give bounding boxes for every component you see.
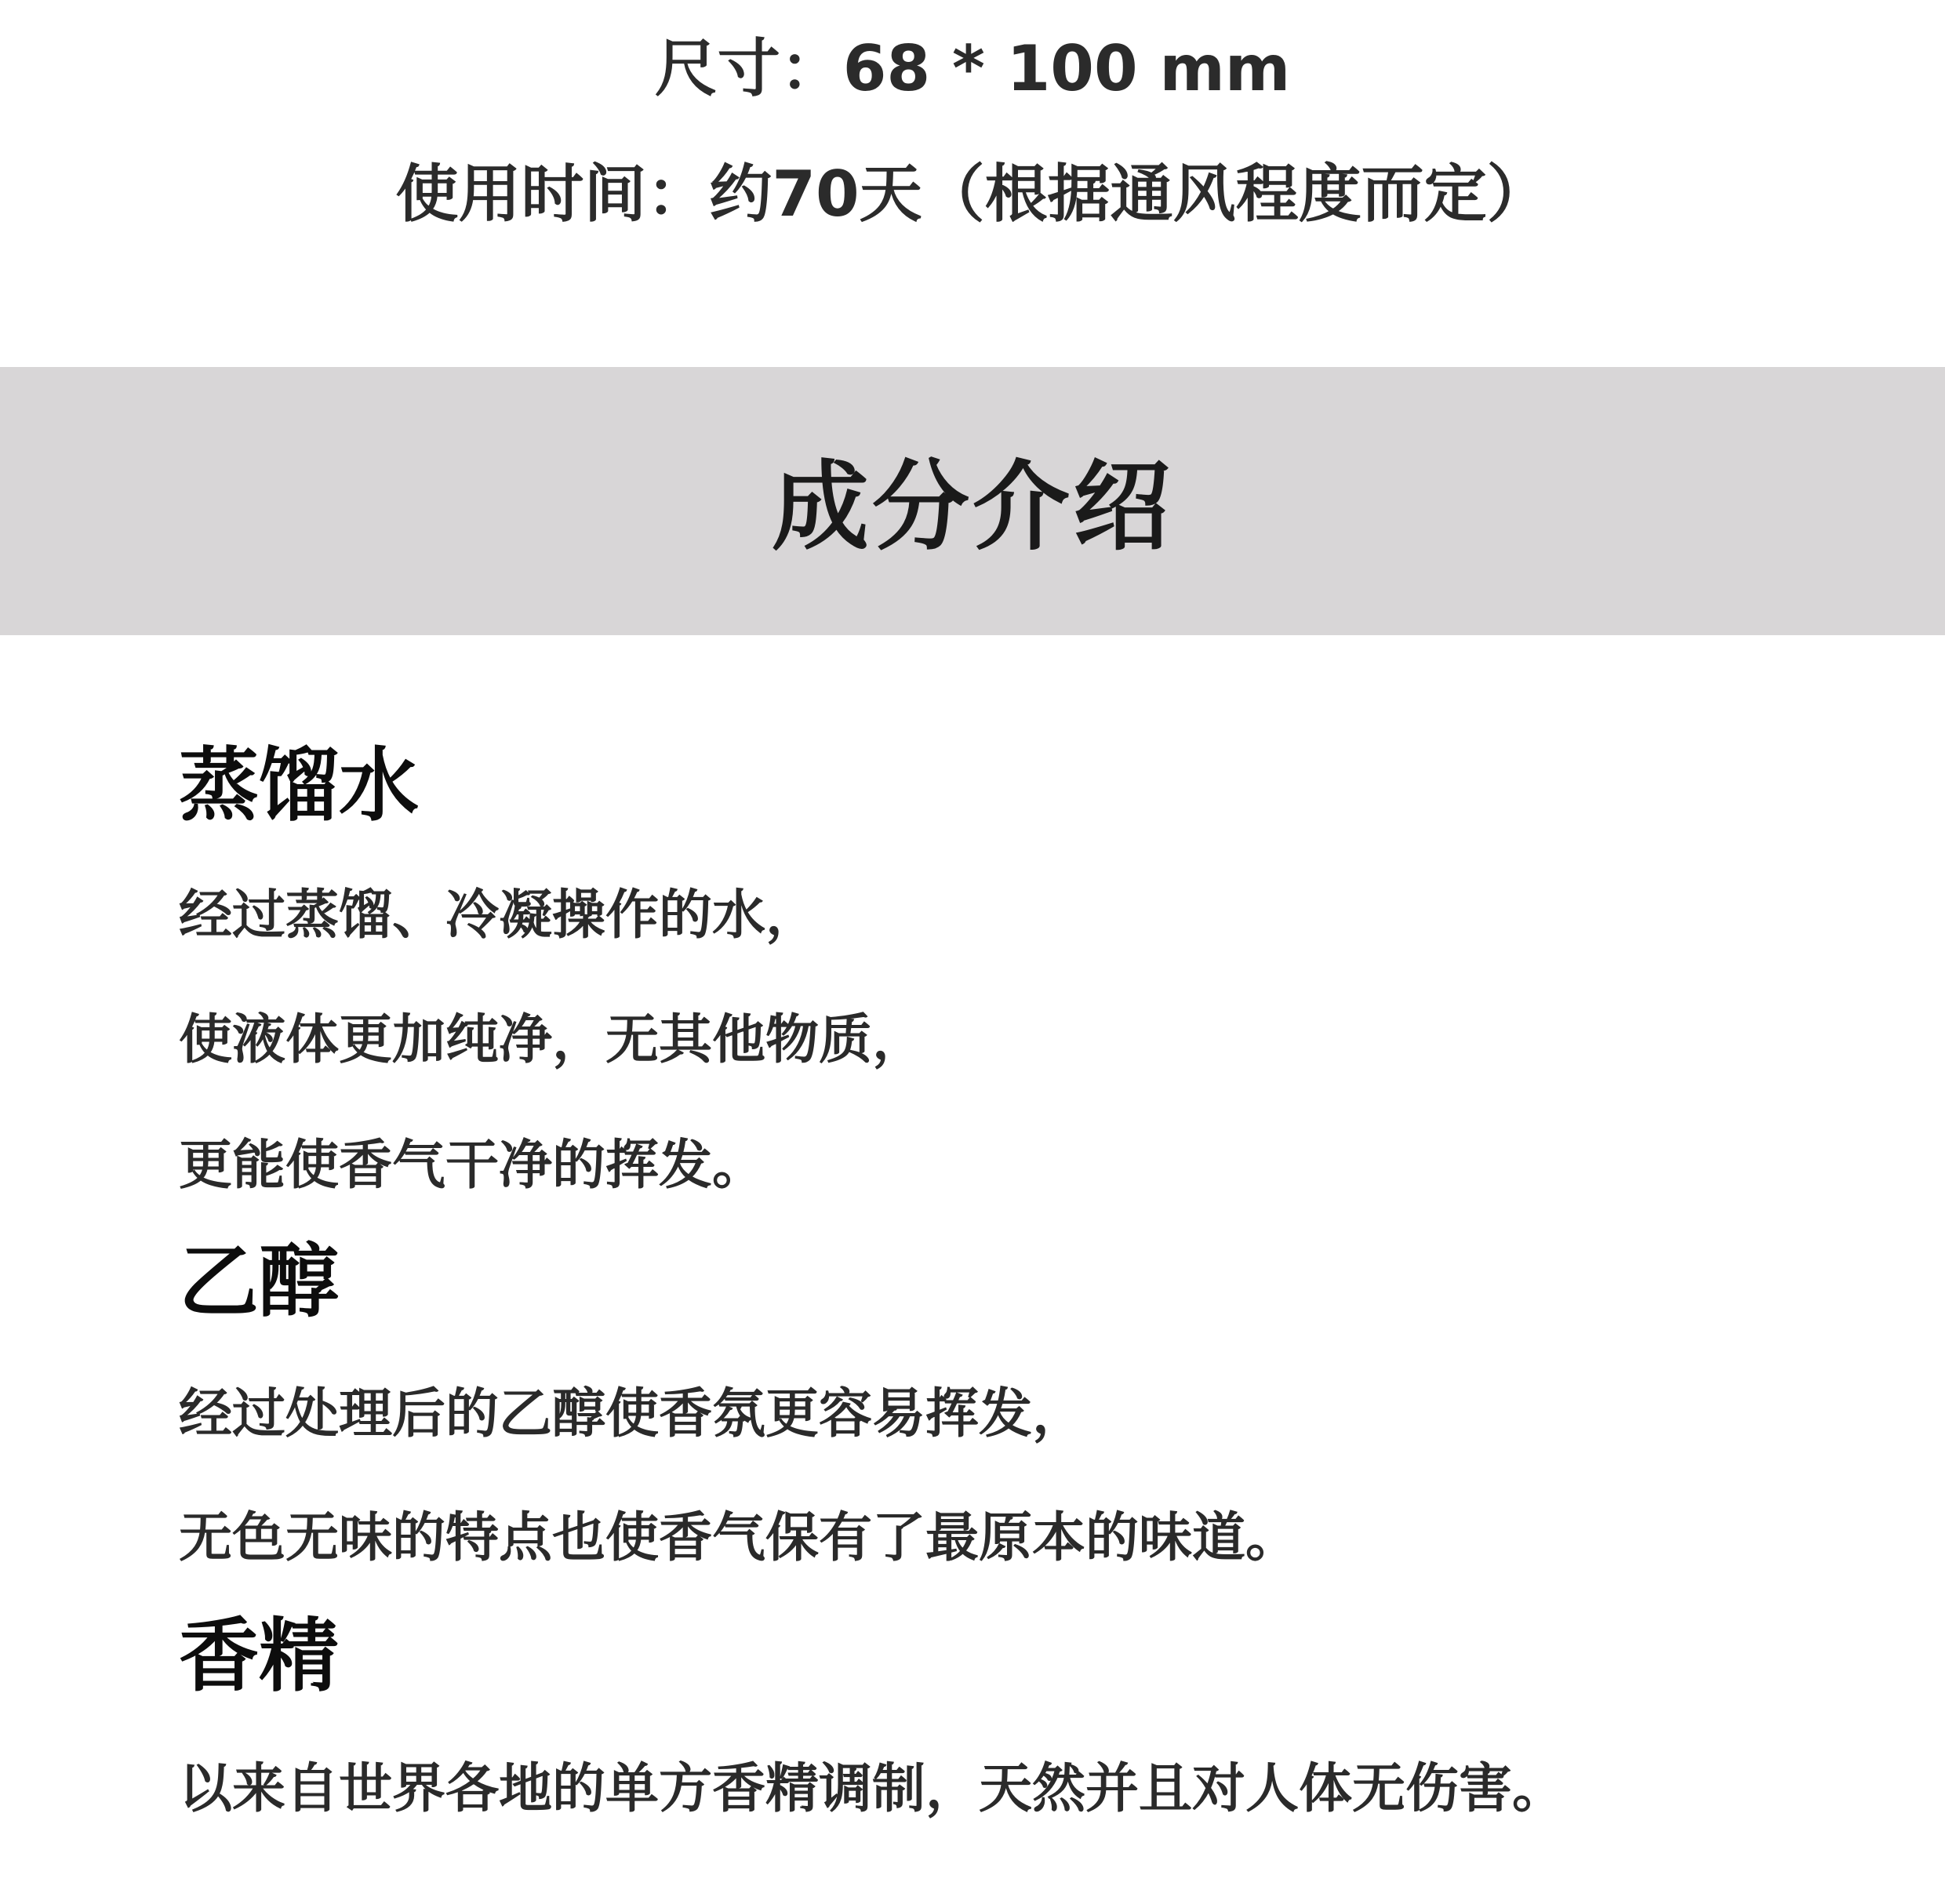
ingredient-text-line: 经过处理后的乙醇使香氛更容易挥发， <box>179 1383 1086 1445</box>
spec-size: 尺寸：68 * 100 mm <box>654 32 1291 105</box>
ingredient-text-line: 更能使香气干净的挥发。 <box>179 1135 766 1197</box>
ingredient-text-line: 经过蒸馏、冷凝操作的水， <box>179 885 820 947</box>
spec-usage-time: 使用时间：约70天（根据通风程度而定） <box>395 158 1550 231</box>
ingredient-heading-fragrance: 香精 <box>179 1610 339 1703</box>
ingredient-heading-ethanol: 乙醇 <box>179 1236 339 1329</box>
ingredient-heading-distilled-water: 蒸馏水 <box>179 739 419 833</box>
banner-title: 成分介绍 <box>771 451 1173 564</box>
ingredient-text-line: 以来自世界各地的单方香精调制，天然并且对人体无伤害。 <box>179 1758 1566 1820</box>
ingredient-text-line: 无色无味的特点也使香气保有了最原本的味道。 <box>179 1507 1300 1569</box>
ingredient-text-line: 使液体更加纯净，无其他物质， <box>179 1009 926 1071</box>
